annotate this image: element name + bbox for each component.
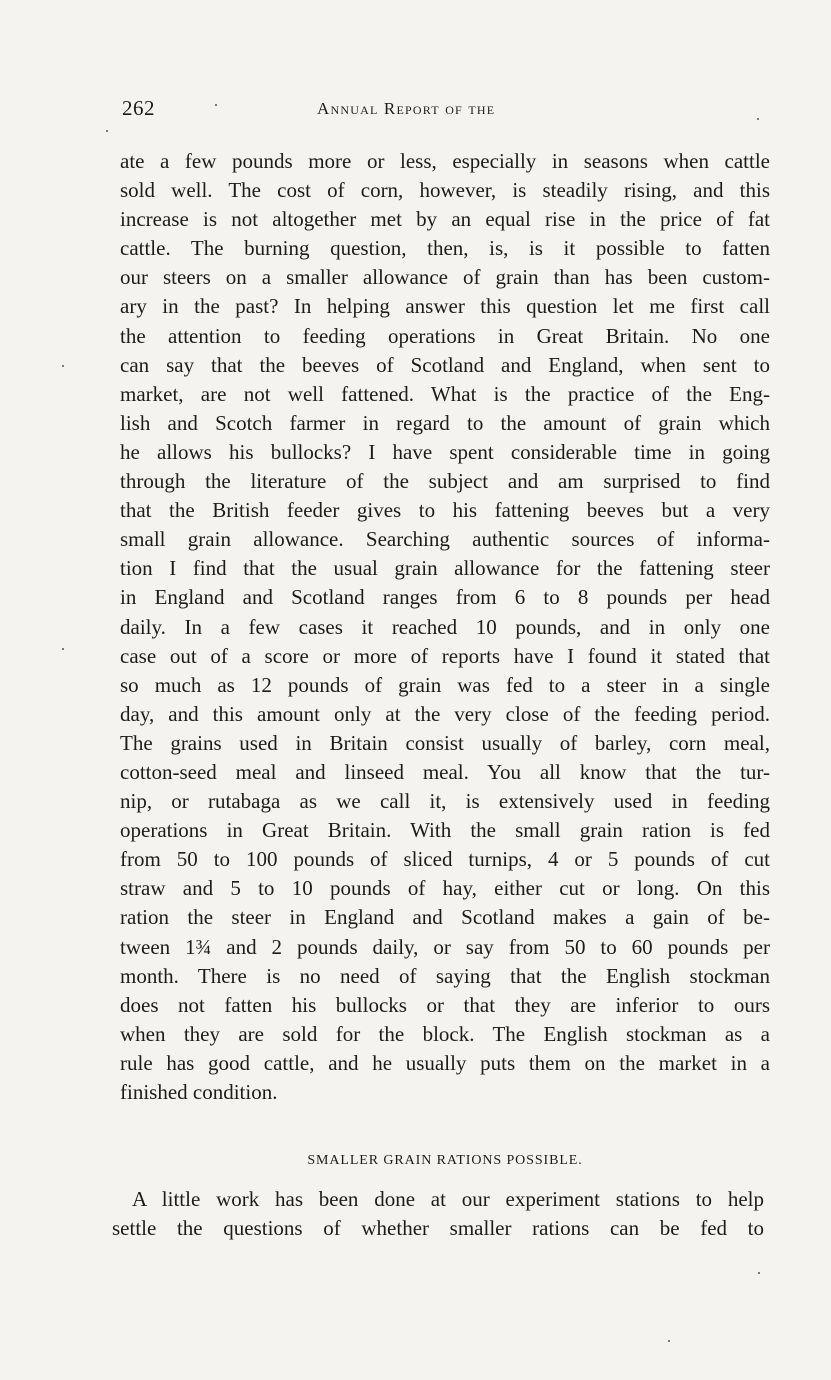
text-line: ary in the past? In helping answer this question let me first call (120, 294, 770, 319)
text-line: our steers on a smaller allowance of grain than has been custom- (120, 265, 770, 290)
text-line: straw and 5 to 10 pounds of hay, either cut or long. On this (120, 876, 770, 901)
ink-speck (757, 118, 759, 120)
text-line: case out of a score or more of reports have I found it stated that (120, 643, 770, 668)
text-line: settle the questions of whether smaller rations can be fed to (112, 1216, 764, 1241)
page-number: 262 (122, 96, 155, 120)
text-line: market, are not well fattened. What is the practice of the Eng- (120, 381, 770, 406)
text-line: cotton-seed meal and linseed meal. You all know that the tur- (120, 759, 770, 784)
text-line: small grain allowance. Searching authentic sources of informa- (120, 527, 770, 552)
text-line: rule has good cattle, and he usually puts them on the market in a (120, 1050, 770, 1075)
text-line: ate a few pounds more or less, especially in seasons when cattle (120, 149, 770, 173)
text-line: month. There is no need of saying that the English stockman (120, 963, 770, 988)
text-line: nip, or rutabaga as we call it, is extensively used in feeding (120, 789, 770, 814)
text-line: does not fatten his bullocks or that they are inferior to ours (120, 992, 770, 1017)
paragraph-2 (112, 1185, 764, 1243)
page-header (122, 96, 582, 128)
text-line: The grains used in Britain consist usually of barley, corn meal, (120, 730, 770, 755)
text-line: in England and Scotland ranges from 6 to 8 pounds per head (120, 585, 770, 610)
running-head: Annual Report of the (317, 99, 496, 118)
text-line: can say that the beeves of Scotland and England, when sent to (120, 352, 770, 377)
text-line: increase is not altogether met by an equal rise in the price of fat (120, 207, 770, 232)
text-line: daily. In a few cases it reached 10 pounds, and in only one (120, 614, 770, 639)
text-line: he allows his bullocks? I have spent considerable time in going (120, 439, 770, 464)
ink-speck (62, 648, 64, 650)
ink-speck (106, 130, 108, 132)
ink-speck (668, 1340, 670, 1342)
text-line: through the literature of the subject and am surprised to find (120, 469, 770, 494)
ink-speck (758, 1272, 760, 1274)
text-line: day, and this amount only at the very close of the feeding period. (120, 701, 770, 726)
text-line: the attention to feeding operations in Great Britain. No one (120, 323, 770, 348)
text-line: so much as 12 pounds of grain was fed to a steer in a single (120, 672, 770, 697)
text-line: tion I find that the usual grain allowance for the fattening steer (120, 556, 770, 581)
text-line: A little work has been done at our experiment stations to help (132, 1187, 764, 1211)
section-heading: SMALLER GRAIN RATIONS POSSIBLE. (307, 1153, 583, 1168)
text-line: finished condition. (120, 1080, 278, 1104)
text-line: tween 1¾ and 2 pounds daily, or say from 50 to 60 pounds per (120, 934, 770, 959)
text-line: ration the steer in England and Scotland makes a gain of be- (120, 905, 770, 930)
text-line: that the British feeder gives to his fattening beeves but a very (120, 498, 770, 523)
paragraph-1 (120, 147, 770, 1107)
ink-speck (62, 365, 64, 367)
text-line: operations in Great Britain. With the small grain ration is fed (120, 818, 770, 843)
ink-speck (215, 104, 217, 106)
text-line: sold well. The cost of corn, however, is steadily rising, and this (120, 178, 770, 203)
text-line: cattle. The burning question, then, is, is it possible to fatten (120, 236, 770, 261)
text-line: from 50 to 100 pounds of sliced turnips, 4 or 5 pounds of cut (120, 847, 770, 872)
text-line: when they are sold for the block. The English stockman as a (120, 1021, 770, 1046)
text-line: lish and Scotch farmer in regard to the amount of grain which (120, 410, 770, 435)
